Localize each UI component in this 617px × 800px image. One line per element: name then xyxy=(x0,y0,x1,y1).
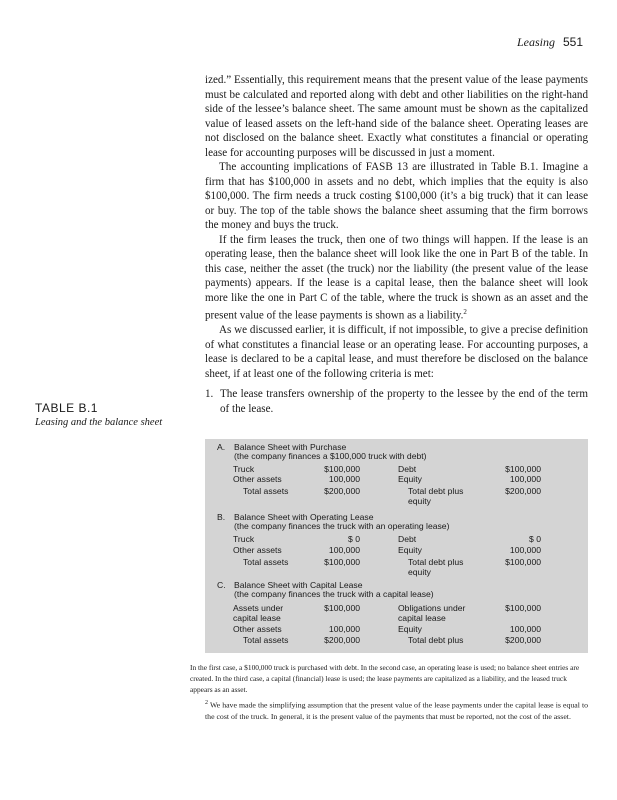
row-value: $200,000 xyxy=(505,486,541,496)
list-item-text: The lease transfers ownership of the property to the lessee by the end of the term of the lease. xyxy=(220,388,588,415)
section-a-letter: A. xyxy=(217,442,226,452)
row-value: $100,000 xyxy=(505,603,541,613)
row-value: 100,000 xyxy=(328,624,360,634)
row-label: Total assets xyxy=(243,486,289,496)
paragraph-4: As we discussed earlier, it is difficult, if not impossible, to give a precise definition of what constitutes a financial lease or an operating lease. For accounting purposes, a lease is declared to be a capital lease, and must therefore be disclosed on the balance sheet, if at least one of the following criteria is met: xyxy=(205,324,588,380)
row-value: $100,000 xyxy=(324,603,360,613)
row-label: Other assets xyxy=(233,474,282,484)
section-a-title: Balance Sheet with Purchase xyxy=(234,442,347,452)
row-label: Equity xyxy=(398,474,422,484)
section-c-letter: C. xyxy=(217,580,226,590)
section-b-subtitle: (the company finances the truck with an operating lease) xyxy=(234,521,450,531)
page-number: 551 xyxy=(562,35,583,49)
table-panel xyxy=(205,439,588,653)
list-item xyxy=(205,387,588,416)
paragraph-3-text: If the firm leases the truck, then one of two things will happen. If the lease is an operating lease, then the balance sheet will look like the one in Part B of the table. In this case, neither the asset (the truck) nor the liability (the present value of the lease payments) appears. If the lease is a capital lease, then the balance sheet will look more like the one in Part C of the table, where the truck is shown as an asset and the present value of the lease payments is shown as a liability. xyxy=(205,233,588,322)
table-caption: Leasing and the balance sheet xyxy=(35,417,163,428)
footnote xyxy=(205,698,588,722)
row-value: 100,000 xyxy=(509,624,541,634)
footnote-ref: 2 xyxy=(463,308,467,316)
section-c-subtitle: (the company finances the truck with a capital lease) xyxy=(234,589,434,599)
list-item-number: 1. xyxy=(205,388,214,401)
row-label: Assets under capital lease xyxy=(233,603,284,623)
row-label: Total debt plus equity xyxy=(408,486,464,506)
running-title: Leasing xyxy=(516,35,555,49)
section-b-letter: B. xyxy=(217,512,226,522)
row-value: $ 0 xyxy=(348,534,360,544)
row-label: Truck xyxy=(233,464,255,474)
row-label: Total assets xyxy=(243,557,289,567)
paragraph-2: The accounting implications of FASB 13 are illustrated in Table B.1. Imagine a firm that has $100,000 in assets and no debt, which implies that the equity is also $100,000. The firm needs a truck costing $100,000 (it’s a big truck) that it can lease or buy. The top of the table shows the balance sheet assuming that the firm borrows the money and buys the truck. xyxy=(205,161,588,231)
row-value: 100,000 xyxy=(328,545,360,555)
row-value: $100,000 xyxy=(324,557,360,567)
running-header xyxy=(517,35,583,50)
section-b-title: Balance Sheet with Operating Lease xyxy=(234,512,374,522)
row-label: Equity xyxy=(398,624,422,634)
section-a-subtitle: (the company finances a $100,000 truck with debt) xyxy=(234,451,427,461)
row-value: $200,000 xyxy=(324,635,360,645)
row-value: 100,000 xyxy=(509,474,541,484)
row-label: Obligations under capital lease xyxy=(398,603,466,623)
row-value: 100,000 xyxy=(509,545,541,555)
row-label: Debt xyxy=(398,534,417,544)
row-label: Other assets xyxy=(233,624,282,634)
paragraph-3 xyxy=(205,233,588,324)
row-label: Total assets xyxy=(243,635,289,645)
row-value: $ 0 xyxy=(529,534,541,544)
row-value: 100,000 xyxy=(328,474,360,484)
table-label: TABLE B.1 xyxy=(35,401,98,415)
row-value: $100,000 xyxy=(505,557,541,567)
section-c-title: Balance Sheet with Capital Lease xyxy=(234,580,363,590)
footnote-mark: 2 xyxy=(205,700,208,706)
row-label: Equity xyxy=(398,545,422,555)
row-label: Debt xyxy=(398,464,417,474)
row-value: $100,000 xyxy=(505,464,541,474)
footnote-text: We have made the simplifying assumption that the present value of the lease payments under the capital lease is equal to the cost of the truck. In general, it is the present value of the payments that must be reported, not the cost of the asset. xyxy=(205,700,589,721)
row-value: $100,000 xyxy=(324,464,360,474)
body-text xyxy=(205,73,588,416)
row-label: Total debt plus equity xyxy=(408,557,464,577)
row-label: Total debt plus xyxy=(408,635,464,645)
row-label: Truck xyxy=(233,534,255,544)
paragraph-1: ized.” Essentially, this requirement means that the present value of the lease payments must be calculated and reported along with debt and other liabilities on the right-hand side of the lessee’s balance sheet. The same amount must be shown as the capitalized value of leased assets on the left-hand side of the balance sheet. Operating leases are not disclosed on the balance sheet. Exactly what constitutes a financial or operating lease for accounting purposes will be discussed in just a moment. xyxy=(205,74,588,159)
row-value: $200,000 xyxy=(324,486,360,496)
row-value: $200,000 xyxy=(505,635,541,645)
row-label: Other assets xyxy=(233,545,282,555)
table-note: In the first case, a $100,000 truck is purchased with debt. In the second case, an operating lease is used; no balance sheet entries are created. In the third case, a capital (financial) lease is used; the lease payments are capitalized as a liability, and the leased truck appears as an asset. xyxy=(190,663,580,694)
